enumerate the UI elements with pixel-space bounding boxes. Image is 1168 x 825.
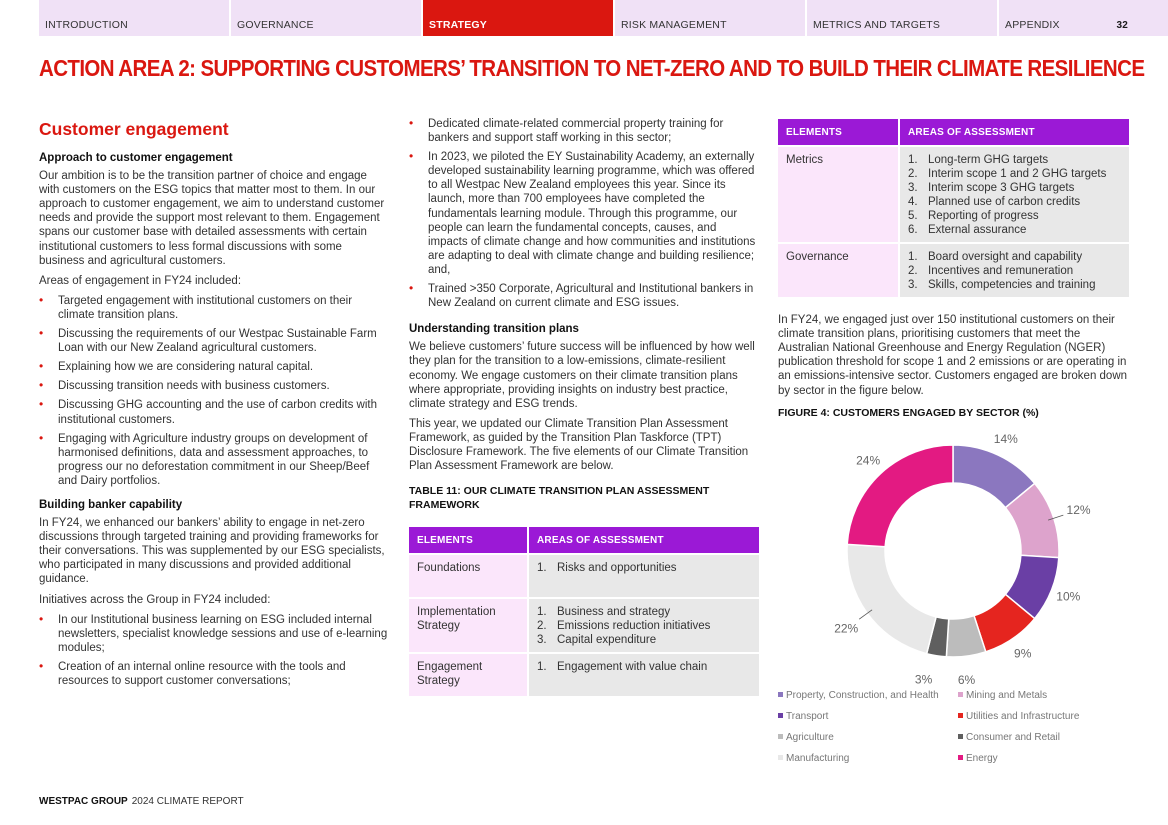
list-item: 2. Incentives and remuneration — [908, 265, 1074, 278]
legend-swatch — [778, 734, 783, 739]
section-heading-customer-engagement: Customer engagement — [39, 119, 229, 139]
list-item: 1. Business and strategy — [537, 606, 671, 619]
footer — [39, 796, 244, 807]
element-cell: Implementation Strategy — [409, 599, 527, 652]
legend-label: Agriculture — [786, 732, 834, 743]
list-item: 1. Long-term GHG targets — [908, 154, 1049, 167]
list-item: • Discussing the requirements of our Westpac Sustainable Farm Loan with our New Zealand agricultural customers. — [39, 327, 389, 355]
column-header-elements: ELEMENTS — [778, 119, 898, 145]
list-item: 2. Interim scope 1 and 2 GHG targets — [908, 168, 1107, 181]
tab-appendix-label: APPENDIX — [1005, 19, 1060, 31]
legend-item — [958, 753, 998, 764]
areas-cell — [900, 147, 1129, 242]
page-title: ACTION AREA 2: SUPPORTING CUSTOMERS’ TRANSITION TO NET-ZERO AND TO BUILD THEIR CLIMATE RESILIENCE — [39, 56, 1145, 82]
footer-brand: WESTPAC GROUP — [39, 796, 128, 807]
figure-caption: FIGURE 4: CUSTOMERS ENGAGED BY SECTOR (%) — [778, 406, 1039, 419]
initiatives-list — [39, 613, 389, 688]
areas-list — [39, 294, 389, 488]
table-row — [409, 555, 759, 597]
list-item: • Discussing GHG accounting and the use of carbon credits with institutional customers. — [39, 398, 389, 426]
legend-item — [778, 711, 828, 722]
legend-label: Mining and Metals — [966, 690, 1048, 701]
column-header-areas: AREAS OF ASSESSMENT — [529, 527, 759, 553]
assessment-table-part2 — [776, 117, 1131, 299]
slice-label: 14% — [993, 431, 1018, 446]
list-item: 5. Reporting of progress — [908, 210, 1039, 223]
subheading-transition-plans: Understanding transition plans — [409, 323, 579, 336]
subheading-banker-capability: Building banker capability — [39, 498, 183, 511]
list-item: 2. Emissions reduction initiatives — [537, 620, 711, 633]
table-row — [409, 654, 759, 696]
element-cell: Metrics — [778, 147, 898, 242]
slice-label: 22% — [834, 621, 859, 636]
top-navigation — [39, 0, 1168, 36]
list-item: • Creation of an internal online resource with the tools and resources to support customer conversations; — [39, 660, 389, 688]
slice-label: 6% — [957, 673, 976, 688]
legend-swatch — [958, 734, 963, 739]
column-middle — [409, 117, 759, 698]
slice-label: 9% — [1014, 646, 1032, 661]
donut-slice-manufacturing — [847, 544, 936, 653]
slice-label: 12% — [1066, 503, 1091, 518]
areas-intro: Areas of engagement in FY24 included: — [39, 274, 242, 287]
table-header-row — [409, 527, 759, 553]
legend-swatch — [778, 692, 783, 697]
column-header-elements: ELEMENTS — [409, 527, 527, 553]
areas-cell — [529, 654, 759, 696]
column-header-areas: AREAS OF ASSESSMENT — [900, 119, 1129, 145]
sector-donut-chart — [778, 431, 1148, 688]
list-item: 3. Skills, competencies and training — [908, 279, 1096, 292]
table-row — [778, 244, 1129, 297]
list-item: • Engaging with Agriculture industry groups on development of harmonised definitions, data and assessment approaches, to progress our no deforestation commitment in our Sheep/Beef and Dairy portfolios. — [39, 432, 389, 488]
tab-strategy[interactable]: STRATEGY — [423, 0, 615, 36]
list-item: 3. Capital expenditure — [537, 634, 657, 647]
element-cell: Foundations — [409, 555, 527, 597]
legend-item — [958, 690, 1047, 701]
legend-swatch — [958, 713, 963, 718]
page-number: 32 — [1116, 20, 1128, 31]
areas-cell — [529, 599, 759, 652]
slice-label: 24% — [856, 453, 881, 468]
list-item: 3. Interim scope 3 GHG targets — [908, 182, 1075, 195]
tab-risk-management[interactable]: RISK MANAGEMENT — [615, 0, 807, 36]
table-header-row — [778, 119, 1129, 145]
legend-label: Transport — [786, 711, 829, 722]
legend-swatch — [778, 713, 783, 718]
initiatives-list-continued — [409, 117, 759, 310]
legend-item — [778, 753, 849, 764]
engaged-paragraph: In FY24, we engaged just over 150 institutional customers on their climate transition plans, prioritising customers that meet the Australian National Greenhouse and Energy Regulation (NGER) publication threshold for scope 1 and 2 emissions or are operating in an emissions-intensive sector. Customers engaged are broken down by sector in the figure below. — [778, 314, 1128, 397]
footer-report-name: 2024 CLIMATE REPORT — [131, 796, 244, 807]
list-item: • Targeted engagement with institutional customers on their climate transition plans. — [39, 294, 389, 322]
slice-label: 3% — [914, 672, 933, 687]
legend-item — [778, 690, 939, 701]
legend-label: Consumer and Retail — [966, 732, 1060, 743]
table-caption: TABLE 11: OUR CLIMATE TRANSITION PLAN ASSESSMENT FRAMEWORK — [409, 485, 710, 511]
approach-paragraph: Our ambition is to be the transition partner of choice and engage with customers on the ESG topics that matter most to them. In our approach to customer engagement, we aim to understand customer needs and provide the support most relevant to them. Engagement spans our customer base with detailed assessments with certain institutional customers to less formal discussions with some business and agricultural customers. — [39, 170, 385, 267]
assessment-table-part1 — [407, 525, 761, 698]
legend-label: Energy — [966, 753, 998, 764]
column-left — [39, 117, 389, 694]
legend-swatch — [958, 692, 963, 697]
element-cell: Engagement Strategy — [409, 654, 527, 696]
column-right — [778, 117, 1130, 420]
list-item: 1. Engagement with value chain — [537, 661, 708, 674]
slice-label: 10% — [1056, 589, 1081, 604]
tab-introduction[interactable]: INTRODUCTION — [39, 0, 231, 36]
table-row — [778, 147, 1129, 242]
list-item: 1. Risks and opportunities — [537, 562, 677, 575]
transition-paragraph-2: This year, we updated our Climate Transition Plan Assessment Framework, as guided by the Transition Plan Taskforce (TPT) Disclosure Framework. The five elements of our Climate Transition Plan Assessment Framework are below. — [409, 417, 749, 473]
tab-governance[interactable]: GOVERNANCE — [231, 0, 423, 36]
areas-cell — [900, 244, 1129, 297]
legend-swatch — [958, 755, 963, 760]
legend-swatch — [778, 755, 783, 760]
element-cell: Governance — [778, 244, 898, 297]
list-item: • Dedicated climate-related commercial property training for bankers and support staff working in this sector; — [409, 117, 759, 145]
banker-paragraph: In FY24, we enhanced our bankers’ ability to engage in net-zero discussions through targeted training and providing frameworks for their conversations. This was supplemented by our ESG specialists, who participated in many discussions and provided additional guidance. — [39, 517, 385, 586]
legend-item — [778, 732, 834, 743]
list-item: • In 2023, we piloted the EY Sustainability Academy, an externally developed sustainability learning programme, which was offered to all Westpac New Zealand employees this year. Since its launch, more than 700 employees have completed the fundamentals learning module. Through this programme, our people can learn the fundamental concepts, causes, and impacts of climate change and how communities and institutions are adapting to deal with climate change and building resilience; and, — [409, 150, 759, 277]
initiatives-intro: Initiatives across the Group in FY24 included: — [39, 593, 271, 606]
list-item: 4. Planned use of carbon credits — [908, 196, 1081, 209]
list-item: 1. Board oversight and capability — [908, 251, 1083, 264]
list-item: • Explaining how we are considering natural capital. — [39, 360, 389, 374]
subheading-approach: Approach to customer engagement — [39, 152, 233, 164]
tab-metrics-and-targets[interactable]: METRICS AND TARGETS — [807, 0, 999, 36]
legend-label: Manufacturing — [786, 753, 850, 764]
list-item: • Discussing transition needs with business customers. — [39, 379, 389, 393]
areas-cell — [529, 555, 759, 597]
legend-label: Utilities and Infrastructure — [966, 711, 1080, 722]
list-item: • In our Institutional business learning on ESG included internal newsletters, specialist knowledge sessions and use of e-learning modules; — [39, 613, 389, 655]
legend-item — [958, 732, 1060, 743]
list-item: • Trained >350 Corporate, Agricultural and Institutional bankers in New Zealand on current climate and ESG issues. — [409, 282, 759, 310]
legend-label: Property, Construction, and Health — [786, 690, 939, 701]
table-row — [409, 599, 759, 652]
legend-item — [958, 711, 1079, 722]
transition-paragraph-1: We believe customers’ future success will be influenced by how well they plan for the transition to a low-emissions, climate-resilient economy. We engage customers on their climate transition plans where appropriate, providing insights on industry best practice, climate strategy and ESG trends. — [409, 341, 755, 410]
list-item: 6. External assurance — [908, 224, 1027, 237]
tab-appendix[interactable] — [999, 0, 1168, 36]
